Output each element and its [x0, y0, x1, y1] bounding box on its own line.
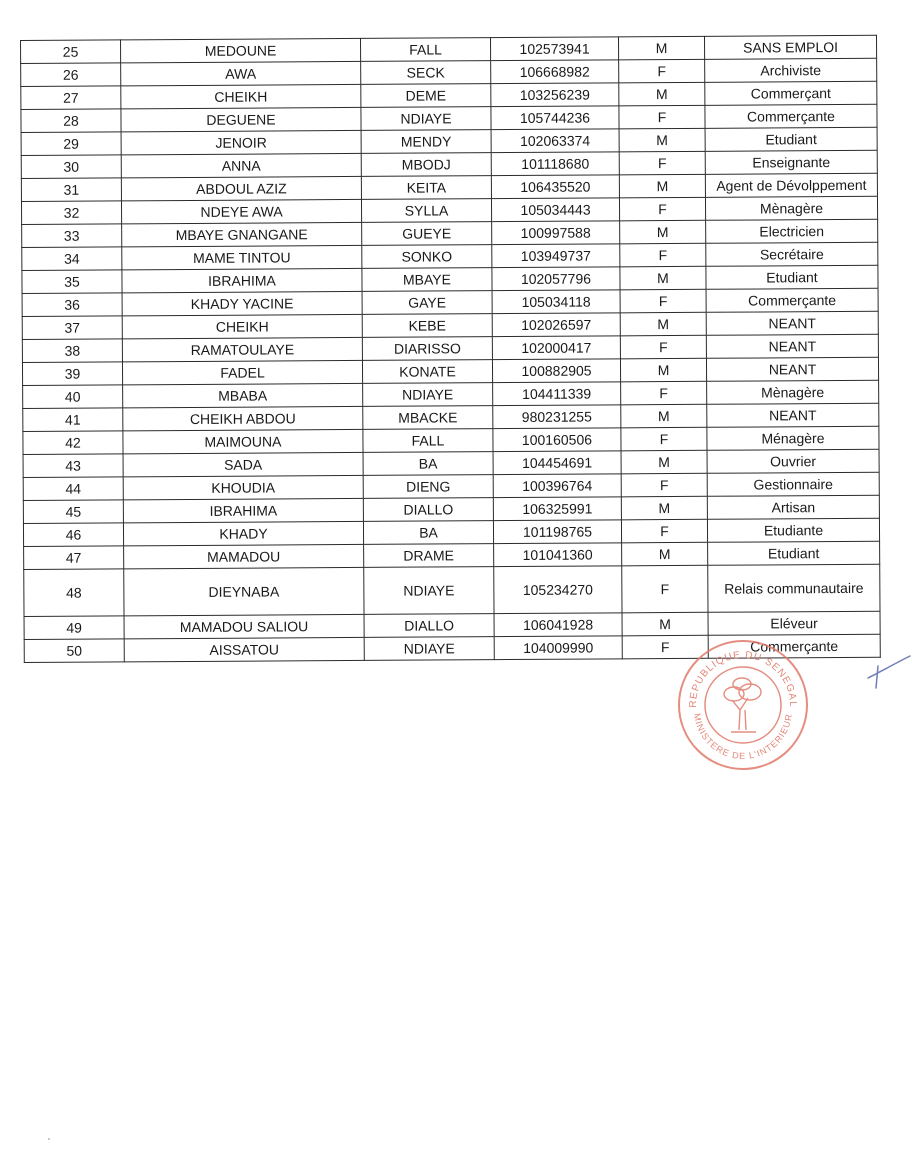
occupation-cell: Artisan — [707, 495, 879, 519]
row-number-cell: 25 — [21, 40, 121, 64]
id-number-cell: 104411339 — [493, 382, 621, 406]
id-number-cell: 103256239 — [491, 83, 619, 107]
last-name-cell: GUEYE — [362, 222, 492, 246]
id-number-cell: 100882905 — [492, 359, 620, 383]
first-name-cell: SADA — [123, 452, 363, 476]
occupation-cell: Etudiante — [707, 518, 879, 542]
sex-cell: F — [619, 197, 705, 221]
first-name-cell: MAMADOU — [124, 544, 364, 568]
first-name-cell: MEDOUNE — [121, 38, 361, 62]
last-name-cell: NDIAYE — [364, 637, 494, 661]
document-sheet — [20, 35, 881, 663]
last-name-cell: DEME — [361, 84, 491, 108]
row-number-cell: 44 — [23, 477, 123, 501]
row-number-cell: 46 — [23, 523, 123, 547]
sex-cell: F — [621, 381, 707, 405]
last-name-cell: KONATE — [362, 360, 492, 384]
occupation-cell: Electricien — [706, 219, 878, 243]
last-name-cell: FALL — [360, 38, 490, 62]
last-name-cell: MBODJ — [361, 153, 491, 177]
row-number-cell: 38 — [22, 339, 122, 363]
sex-cell: F — [621, 427, 707, 451]
row-number-cell: 27 — [21, 86, 121, 110]
row-number-cell: 42 — [23, 431, 123, 455]
id-number-cell: 105034118 — [492, 290, 620, 314]
occupation-cell: SANS EMPLOI — [704, 35, 876, 59]
id-number-cell: 104454691 — [493, 451, 621, 475]
id-number-cell: 106325991 — [493, 497, 621, 521]
sex-cell: F — [620, 289, 706, 313]
id-number-cell: 100396764 — [493, 474, 621, 498]
occupation-cell: Gestionnaire — [707, 472, 879, 496]
occupation-cell: Relais communautaire — [708, 564, 880, 612]
last-name-cell: DIALLO — [364, 614, 494, 638]
first-name-cell: AWA — [121, 61, 361, 85]
first-name-cell: CHEIKH — [122, 314, 362, 338]
sex-cell: M — [622, 542, 708, 566]
last-name-cell: SECK — [361, 61, 491, 85]
sex-cell: M — [619, 82, 705, 106]
first-name-cell: KHADY YACINE — [122, 291, 362, 315]
first-name-cell: MAIMOUNA — [123, 429, 363, 453]
first-name-cell: AISSATOU — [124, 637, 364, 661]
occupation-cell: Etudiant — [706, 265, 878, 289]
id-number-cell: 106435520 — [491, 175, 619, 199]
sex-cell: M — [620, 266, 706, 290]
last-name-cell: DIENG — [363, 475, 493, 499]
sex-cell: F — [622, 635, 708, 659]
occupation-cell: NEANT — [706, 311, 878, 335]
stamp-top-text: REPUBLIQUE DU SENEGAL — [687, 649, 799, 708]
occupation-cell: NEANT — [706, 357, 878, 381]
first-name-cell: KHADY — [123, 521, 363, 545]
row-number-cell: 34 — [22, 247, 122, 271]
id-number-cell: 104009990 — [494, 636, 622, 660]
last-name-cell: DIALLO — [363, 498, 493, 522]
id-number-cell: 100160506 — [493, 428, 621, 452]
sex-cell: M — [620, 358, 706, 382]
occupation-cell: Commerçante — [708, 634, 880, 658]
first-name-cell: MBABA — [123, 383, 363, 407]
id-number-cell: 105744236 — [491, 106, 619, 130]
occupation-cell: Enseignante — [705, 150, 877, 174]
sex-cell: M — [622, 612, 708, 636]
occupation-cell: Etudiant — [708, 541, 880, 565]
row-number-cell: 30 — [21, 155, 121, 179]
occupation-cell: Mènagère — [705, 196, 877, 220]
sex-cell: F — [622, 565, 708, 613]
last-name-cell: KEBE — [362, 314, 492, 338]
first-name-cell: RAMATOULAYE — [122, 337, 362, 361]
occupation-cell: Mènagère — [707, 380, 879, 404]
sex-cell: M — [621, 450, 707, 474]
first-name-cell: DEGUENE — [121, 107, 361, 131]
sex-cell: M — [620, 312, 706, 336]
id-number-cell: 101041360 — [494, 543, 622, 567]
last-name-cell: SYLLA — [361, 199, 491, 223]
last-name-cell: NDIAYE — [363, 383, 493, 407]
row-number-cell: 47 — [24, 546, 124, 570]
row-number-cell: 45 — [23, 500, 123, 524]
id-number-cell: 101118680 — [491, 152, 619, 176]
id-number-cell: 102057796 — [492, 267, 620, 291]
occupation-cell: Commerçant — [705, 81, 877, 105]
id-number-cell: 106041928 — [494, 613, 622, 637]
id-number-cell: 102063374 — [491, 129, 619, 153]
official-stamp — [676, 638, 810, 772]
sex-cell: M — [618, 36, 704, 60]
signature-mark — [860, 652, 912, 692]
first-name-cell: IBRAHIMA — [122, 268, 362, 292]
first-name-cell: DIEYNABA — [124, 567, 364, 615]
occupation-cell: Secrétaire — [706, 242, 878, 266]
row-number-cell: 40 — [23, 385, 123, 409]
id-number-cell: 102000417 — [492, 336, 620, 360]
occupation-cell: Agent de Dévolppement — [705, 173, 877, 197]
occupation-cell: Commerçante — [705, 104, 877, 128]
occupation-cell: NEANT — [707, 403, 879, 427]
id-number-cell: 100997588 — [492, 221, 620, 245]
row-number-cell: 33 — [22, 224, 122, 248]
first-name-cell: KHOUDIA — [123, 475, 363, 499]
last-name-cell: MBAYE — [362, 268, 492, 292]
first-name-cell: MAME TINTOU — [122, 245, 362, 269]
sex-cell: F — [619, 151, 705, 175]
row-number-cell: 26 — [21, 63, 121, 87]
first-name-cell: ANNA — [121, 153, 361, 177]
id-number-cell: 102573941 — [490, 37, 618, 61]
row-number-cell: 32 — [21, 201, 121, 225]
row-number-cell: 41 — [23, 408, 123, 432]
first-name-cell: ABDOUL AZIZ — [121, 176, 361, 200]
row-number-cell: 35 — [22, 270, 122, 294]
last-name-cell: KEITA — [361, 176, 491, 200]
occupation-cell: Eléveur — [708, 611, 880, 635]
first-name-cell: JENOIR — [121, 130, 361, 154]
last-name-cell: NDIAYE — [364, 567, 494, 615]
last-name-cell: BA — [363, 452, 493, 476]
sex-cell: F — [620, 243, 706, 267]
row-number-cell: 31 — [21, 178, 121, 202]
last-name-cell: NDIAYE — [361, 107, 491, 131]
row-number-cell: 48 — [24, 569, 124, 617]
first-name-cell: MAMADOU SALIOU — [124, 614, 364, 638]
sex-cell: F — [619, 59, 705, 83]
occupation-cell: Ménagère — [707, 426, 879, 450]
first-name-cell: MBAYE GNANGANE — [122, 222, 362, 246]
row-number-cell: 29 — [21, 132, 121, 156]
table-row — [24, 564, 880, 616]
last-name-cell: GAYE — [362, 291, 492, 315]
sex-cell: M — [621, 404, 707, 428]
occupation-cell: NEANT — [706, 334, 878, 358]
row-number-cell: 36 — [22, 293, 122, 317]
roster-table — [20, 35, 881, 663]
id-number-cell: 106668982 — [491, 60, 619, 84]
id-number-cell: 105034443 — [491, 198, 619, 222]
id-number-cell: 103949737 — [492, 244, 620, 268]
id-number-cell: 980231255 — [493, 405, 621, 429]
row-number-cell: 39 — [22, 362, 122, 386]
occupation-cell: Commerçante — [706, 288, 878, 312]
occupation-cell: Etudiant — [705, 127, 877, 151]
occupation-cell: Ouvrier — [707, 449, 879, 473]
last-name-cell: MENDY — [361, 130, 491, 154]
row-number-cell: 50 — [24, 639, 124, 663]
sex-cell: F — [621, 473, 707, 497]
id-number-cell: 102026597 — [492, 313, 620, 337]
row-number-cell: 28 — [21, 109, 121, 133]
last-name-cell: SONKO — [362, 245, 492, 269]
sex-cell: M — [619, 128, 705, 152]
last-name-cell: DIARISSO — [362, 337, 492, 361]
first-name-cell: CHEIKH ABDOU — [123, 406, 363, 430]
svg-text:REPUBLIQUE DU SENEGAL — [688, 650, 798, 708]
id-number-cell: 101198765 — [493, 520, 621, 544]
stamp-bottom-text: MINISTERE DE L'INTERIEUR — [691, 712, 794, 762]
roster-body — [21, 35, 881, 662]
occupation-cell: Archiviste — [705, 58, 877, 82]
sex-cell: F — [620, 335, 706, 359]
sex-cell: M — [619, 174, 705, 198]
first-name-cell: NDEYE AWA — [121, 199, 361, 223]
sex-cell: F — [621, 519, 707, 543]
row-number-cell: 43 — [23, 454, 123, 478]
row-number-cell: 37 — [22, 316, 122, 340]
first-name-cell: FADEL — [122, 360, 362, 384]
sex-cell: M — [620, 220, 706, 244]
first-name-cell: CHEIKH — [121, 84, 361, 108]
scan-speck — [48, 1138, 50, 1140]
first-name-cell: IBRAHIMA — [123, 498, 363, 522]
sex-cell: F — [619, 105, 705, 129]
baobab-tree-icon — [724, 678, 761, 732]
last-name-cell: BA — [363, 521, 493, 545]
last-name-cell: DRAME — [364, 544, 494, 568]
last-name-cell: FALL — [363, 429, 493, 453]
sex-cell: M — [621, 496, 707, 520]
last-name-cell: MBACKE — [363, 406, 493, 430]
id-number-cell: 105234270 — [494, 566, 622, 614]
row-number-cell: 49 — [24, 616, 124, 640]
